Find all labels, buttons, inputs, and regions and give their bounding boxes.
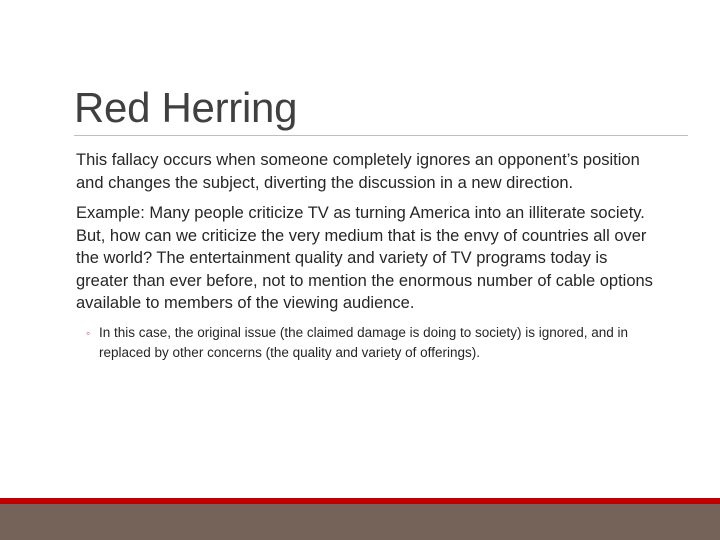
- title-divider: [74, 135, 688, 136]
- example-paragraph: Example: Many people criticize TV as turning America into an illiterate society. But, how can we criticize the very medium that is the envy of countries all over the world? The entertainment quality and variety of TV programs today is greater than ever before, not to mention the enormous number of cable options available to members of the viewing audience.: [76, 204, 653, 312]
- sub-bullet-text: In this case, the original issue (the claimed damage is doing to society) is ignored, and in replaced by other concerns (the quality and variety of offerings).: [99, 324, 629, 360]
- bullet-icon: ◦: [86, 325, 91, 340]
- footer-bar: [0, 504, 720, 540]
- sub-bullet: [76, 323, 644, 363]
- definition-paragraph: This fallacy occurs when someone completely ignores an opponent’s position and changes the subject, diverting the discussion in a new direction.: [76, 151, 640, 192]
- slide-body: [76, 149, 656, 363]
- slide-title: Red Herring: [74, 84, 298, 131]
